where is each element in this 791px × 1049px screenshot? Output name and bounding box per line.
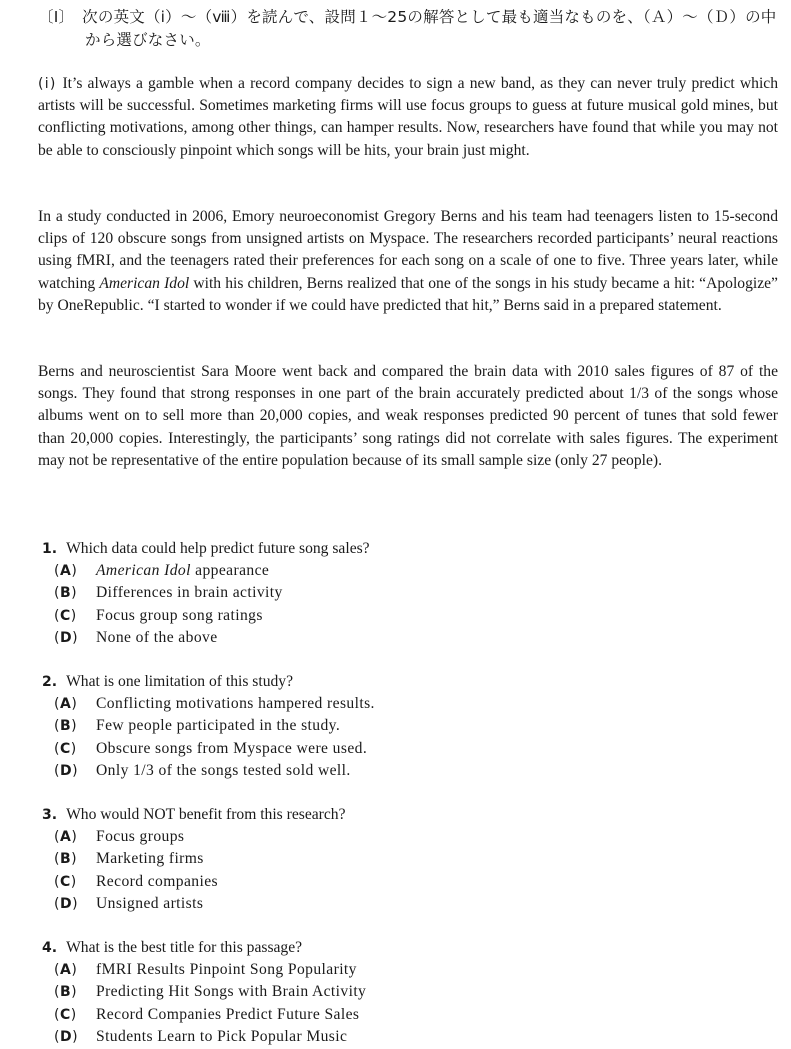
option-letter: (C) bbox=[54, 1006, 77, 1023]
passage-paragraph-1 bbox=[38, 73, 778, 162]
paragraph-3-text: Berns and neuroscientist Sara Moore went back and compared the brain data with 2010 sales figures of 87 of the songs. They found that strong responses in one part of the brain accurately predicted about 1/3 of the songs whose albums went on to sell more than 20,000 copies, and weak responses predicted 90 percent of tunes that sold fewer than 20,000 copies. Interestingly, the participants’ song ratings did not correlate with sales figures. The experiment may not be representative of the entire population because of its small sample size (only 27 people). bbox=[38, 363, 778, 469]
question-number: 2. bbox=[42, 674, 58, 690]
option-b[interactable] bbox=[42, 848, 762, 870]
question-stem bbox=[42, 937, 762, 959]
option-letter: (B) bbox=[54, 984, 78, 1001]
passage-label: (ⅰ) bbox=[38, 76, 56, 92]
option-letter: (D) bbox=[54, 1028, 79, 1045]
option-letter: (A) bbox=[54, 696, 78, 713]
option-text: Marketing firms bbox=[96, 850, 204, 868]
option-text: Only 1/3 of the songs tested sold well. bbox=[96, 761, 351, 779]
instruction-line-2: から選びなさい。 bbox=[85, 31, 211, 49]
option-d[interactable] bbox=[42, 893, 762, 915]
option-a[interactable] bbox=[42, 693, 762, 715]
option-text: Few people participated in the study. bbox=[96, 717, 341, 735]
option-text: Predicting Hit Songs with Brain Activity bbox=[96, 983, 367, 1001]
option-text-italic: American Idol bbox=[96, 562, 191, 580]
option-letter: (B) bbox=[54, 851, 78, 868]
paragraph-2-text-a: In a study conducted in 2006, Emory neuroeconomist Gregory Berns and his team had teenagers listen to 15-second clips of 120 obscure songs from unsigned artists on Myspace. The researchers recorded participants’ neural reactions using fMRI, and the teenagers rated their preferences for each song on a scale of one to five. Three years later, while watching bbox=[38, 208, 778, 292]
question-number: 4. bbox=[42, 940, 58, 956]
option-text: None of the above bbox=[96, 628, 218, 646]
paragraph-2-italic-title: American Idol bbox=[99, 274, 190, 292]
option-letter: (A) bbox=[54, 563, 78, 580]
option-text: Students Learn to Pick Popular Music bbox=[96, 1027, 348, 1045]
question-number: 1. bbox=[42, 541, 58, 557]
option-b[interactable] bbox=[42, 582, 762, 604]
question-2 bbox=[42, 671, 762, 782]
option-text: Obscure songs from Myspace were used. bbox=[96, 739, 368, 757]
paragraph-2-text-b: with his children, Berns realized that one of the songs in his study became a hit: “Apologize” by OneRepublic. “I started to wonder if we could have predicted that hit,” Berns said in a prepared statement. bbox=[38, 274, 778, 314]
question-3 bbox=[42, 804, 762, 915]
option-letter: (D) bbox=[54, 629, 79, 646]
option-d[interactable] bbox=[42, 1026, 762, 1048]
option-text: Unsigned artists bbox=[96, 894, 204, 912]
question-stem bbox=[42, 538, 762, 560]
section-instruction bbox=[38, 6, 778, 52]
question-1 bbox=[42, 538, 762, 649]
option-text: Record Companies Predict Future Sales bbox=[96, 1005, 360, 1023]
question-text: What is the best title for this passage? bbox=[66, 939, 303, 956]
option-b[interactable] bbox=[42, 981, 762, 1003]
option-d[interactable] bbox=[42, 760, 762, 782]
option-text: appearance bbox=[190, 562, 270, 580]
option-text: Focus group song ratings bbox=[96, 606, 263, 624]
option-text: Record companies bbox=[96, 872, 219, 890]
option-a[interactable] bbox=[42, 560, 762, 582]
instruction-line-1: 次の英文（ⅰ）〜（ⅷ）を読んで、設問１〜25の解答として最も適当なものを、（Ａ）〜（Ｄ）の中 bbox=[82, 8, 777, 26]
option-letter: (A) bbox=[54, 829, 78, 846]
passage-paragraph-3 bbox=[38, 361, 778, 472]
question-text: What is one limitation of this study? bbox=[66, 673, 294, 690]
option-letter: (C) bbox=[54, 740, 77, 757]
question-text: Which data could help predict future song sales? bbox=[66, 540, 370, 557]
option-text: Differences in brain activity bbox=[96, 584, 283, 602]
option-text: Conflicting motivations hampered results. bbox=[96, 695, 375, 713]
option-letter: (B) bbox=[54, 585, 78, 602]
question-number: 3. bbox=[42, 807, 58, 823]
option-a[interactable] bbox=[42, 959, 762, 981]
passage-paragraph-2 bbox=[38, 206, 778, 317]
option-d[interactable] bbox=[42, 627, 762, 649]
section-tag: 〔Ⅰ〕 bbox=[38, 8, 75, 26]
option-letter: (B) bbox=[54, 718, 78, 735]
question-stem bbox=[42, 671, 762, 693]
option-letter: (A) bbox=[54, 962, 78, 979]
paragraph-1-text: It’s always a gamble when a record company decides to sign a new band, as they can never truly predict which artists will be successful. Sometimes marketing firms will use focus groups to guess at future musical gold mines, but conflicting motivations, among other things, can hamper results. Now, researchers have found that while you may not be able to consciously pinpoint which songs will be hits, your brain just might. bbox=[38, 75, 778, 159]
option-c[interactable] bbox=[42, 605, 762, 627]
option-c[interactable] bbox=[42, 738, 762, 760]
option-text: fMRI Results Pinpoint Song Popularity bbox=[96, 961, 357, 979]
option-a[interactable] bbox=[42, 826, 762, 848]
question-text: Who would NOT benefit from this research? bbox=[66, 806, 346, 823]
question-stem bbox=[42, 804, 762, 826]
option-c[interactable] bbox=[42, 871, 762, 893]
option-b[interactable] bbox=[42, 715, 762, 737]
option-c[interactable] bbox=[42, 1004, 762, 1026]
question-4 bbox=[42, 937, 762, 1048]
option-letter: (D) bbox=[54, 895, 79, 912]
option-text: Focus groups bbox=[96, 828, 185, 846]
option-letter: (D) bbox=[54, 762, 79, 779]
option-letter: (C) bbox=[54, 607, 77, 624]
option-letter: (C) bbox=[54, 873, 77, 890]
